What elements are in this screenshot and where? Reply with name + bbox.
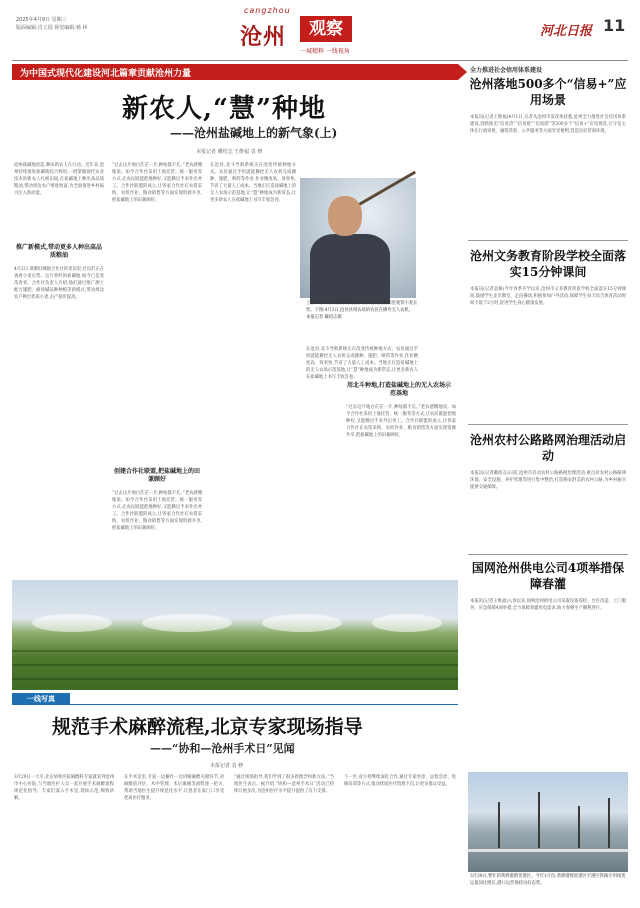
lead-headline: 新农人,“慧”种地 bbox=[122, 94, 326, 124]
photo-credit: 本报记者 戴绍志摄 bbox=[306, 315, 342, 320]
section-tag: 一线写真 bbox=[12, 693, 70, 705]
section-brand bbox=[238, 6, 388, 58]
farmland-irrigation-photo bbox=[12, 580, 458, 690]
port-photo bbox=[468, 772, 628, 872]
right-story2-text: 本报讯(记者袁修)今年春季开学以来,沧州市义务教育阶段学校全面落实15分钟课间,鼓励学生走出教室、走向操场,积极参加户外活动,保障学生每天综合体育活动时间不低于2小时,促进学生身心健康发展。 bbox=[470, 287, 626, 306]
header-meta bbox=[16, 16, 88, 32]
second-subheadline: ——“协和—沧州手术日”见闻 bbox=[150, 742, 295, 755]
right-story4-title: 国网沧州供电公司4项举措保障春灌 bbox=[471, 561, 625, 591]
issue-date: 2025年4月9日 星期三 bbox=[16, 17, 67, 23]
lead-column-2: 4月2日,黄骅旧城镇合作社的麦田里,社员们正在查看小麦长势。这片曾经的盐碱地,如今已是麦苗青青。合作社负责人介绍,他们通过推广测土配方施肥、耐盐碱品种种植等新模式,带动周边农户种出优质小麦,亩产稳步提高。 bbox=[14, 267, 104, 300]
lead-byline: 本报记者 戴绍志 王维福 袁 修 bbox=[196, 149, 263, 155]
header-divider bbox=[12, 60, 628, 61]
banner-text: 为中国式现代化建设河北篇章贡献沧州力量 bbox=[20, 69, 192, 79]
right-story1-title: 沧州落地500多个“信易+”应用场景 bbox=[469, 77, 627, 107]
newspaper-logo: 河北日报 bbox=[540, 24, 593, 39]
second-headline: 规范手术麻醉流程,北京专家现场指导 bbox=[52, 716, 363, 738]
lead-subheadline: ——沧州盐碱地上的新气象(上) bbox=[170, 126, 338, 140]
right-divider-1 bbox=[468, 240, 628, 241]
lead-column-3: “过去这片地白茫茫一片,种啥都不长。”老农感慨地说。如今合作社采用土地托管、统一服务等方式,让农民既能把地种好,又能腾出手来外出务工。合作社联盟的成立,让各家合作社在农资采购、农机作业、粮食销售等方面实现资源共享,把盐碱地上的田兼顾好。 bbox=[112, 163, 202, 203]
right-story3-title: 沧州农村公路路网治理活动启动 bbox=[469, 433, 626, 463]
right-divider-2 bbox=[468, 424, 628, 425]
lead-column-4: 在沧县,北斗导航系统正在改变传统种地方式。农民通过手机就能操控无人农机完成播种、施肥、喷药等作业,作业精度高、效率快,节省了大量人工成本。当地正打造盐碱地上的无人农场示范基地,让“慧”种地成为新常态,让更多新农人在盐碱地上书写丰收答卷。 bbox=[210, 163, 296, 203]
topic-banner bbox=[12, 64, 458, 80]
second-column-3: “通过现场指导,我们学到了很多新理念和新方法。”当地医生表示。据介绍,“协和—沧州手术日”活动已持续开展多次,为沧州医疗水平提升提供了有力支撑。 bbox=[234, 775, 334, 794]
lead-column-6: “过去这片地白茫茫一片,种啥都不长。”老农感慨地说。如今合作社采用土地托管、统一服务等方式,让农民既能把地种好,又能腾出手来外出务工。合作社联盟的成立,让各家合作社在农资采购、农机作业、粮食销售等方面实现资源共享,把盐碱地上的田兼顾好。 bbox=[346, 405, 456, 438]
port-photo-caption: 3月30日,繁忙的黄骅港散货港区。今年1月份,黄骅港煤炭港区至港区铁路专用线货运量同比增长,港口运营保持良好态势。 bbox=[470, 874, 626, 886]
lead-column-3b: “过去这片地白茫茫一片,种啥都不长。”老农感慨地说。如今合作社采用土地托管、统一服务等方式,让农民既能把地种好,又能腾出手来外出务工。合作社联盟的成立,让各家合作社在农资采购、农机作业、粮食销售等方面实现资源共享,把盐碱地上的田兼顾好。 bbox=[112, 491, 202, 531]
lead-subhead-2: 创建合作社联盟,把盐碱地上的田兼顾好 bbox=[113, 468, 201, 483]
second-column-4: 下一步,双方将继续深化合作,通过专家坐诊、远程会诊、进修培训等方式,推动优质医疗资源下沉,让更多群众受益。 bbox=[344, 775, 456, 787]
farmer-photo bbox=[300, 178, 416, 298]
editor-credit: 版面编辑:肖立园 视觉编辑:杨 林 bbox=[16, 25, 88, 31]
right-story3-text: 本报讯(记者戴绍志)日前,沧州市启动农村公路路网治理活动,重点对农村公路路域环境、安全设施、养护管理等进行集中整治,打造畅安舒美的农村公路,为乡村振兴提供交通保障。 bbox=[470, 471, 626, 490]
brand-slogan: 一城精粹 一线视角 bbox=[300, 48, 350, 55]
brand-column: 观察 bbox=[300, 16, 352, 42]
right-story2-title: 沧州文务教育阶段学校全面落实15分钟课间 bbox=[469, 249, 626, 279]
brand-pinyin: cangzhou bbox=[244, 6, 291, 15]
right-story4-text: 本报讯(记者王维福)入春以来,国网沧州供电公司采取设备巡检、台区改造、上门服务、应急保障4项举措,全力保障春灌用电需求,助力春耕生产顺利进行。 bbox=[470, 599, 626, 611]
brand-city: 沧州 bbox=[240, 25, 287, 50]
lead-subhead-1: 推广新模式,带动更多人种出高品质粮油 bbox=[15, 244, 103, 259]
second-column-1: 3月29日一大早,北京协和医院麻醉科专家就来到沧州市中心医院,与当地医护人员一起开展手术麻醉流程规范化指导。专家们深入手术室,现场示范,细致讲解。 bbox=[14, 775, 114, 801]
right-story1-text: 本报讯(记者王维福)4月1日,记者从沧州市发改委获悉,沧州全力推进社会信用体系建设,创新推出“信易贷”“信易批”“信易游”等500多个“信易+”应用场景,让守信主体在行政审批、融资贷款、公共服务等方面享受便利,营造良好营商环境。 bbox=[470, 115, 626, 134]
section-divider bbox=[70, 704, 458, 705]
photo-caption-text: 上图:4月2日,黄骅旧城镇合作社的社员在麦田里观察小麦长势。下图:4月2日,沧县县域农场的农民在操作无人农机。 bbox=[306, 301, 418, 313]
photo-caption bbox=[306, 300, 418, 321]
banner-arrow-icon bbox=[458, 64, 467, 80]
second-byline: 本报记者 袁 修 bbox=[210, 763, 244, 769]
lead-column-5: 在沧县,北斗导航系统正在改变传统种地方式。农民通过手机就能操控无人农机完成播种、施肥、喷药等作业,作业精度高、效率快,节省了大量人工成本。当地正打造盐碱地上的无人农场示范基地,让“慧”种地成为新常态,让更多新农人在盐碱地上书写丰收答卷。 bbox=[306, 347, 418, 380]
lead-subhead-3: 用北斗种地,打造盐碱地上的无人农场示范基地 bbox=[346, 382, 452, 397]
second-column-2: 在手术室里,专家一边操作一边讲解麻醉关键环节,对麻醉前评估、术中管理、术后镇痛等流程逐一把关,帮助当地医生提升规范化水平,让患者在家门口享受优质医疗服务。 bbox=[124, 775, 224, 801]
right-kicker: 全力推进社会信用体系建设 bbox=[470, 67, 543, 74]
lead-column-1: 沧州盐碱地改造,种田新农人在行动。近年来,沧州持续推进盐碱地综合利用,一批掌握现代农业技术的新农人扎根田间,在盐碱地上种出高品质粮油,带动周边农户增收致富,为全面推进乡村振兴注入新动能。 bbox=[14, 163, 104, 196]
right-divider-3 bbox=[468, 554, 628, 555]
page-number: 11 bbox=[603, 16, 626, 35]
